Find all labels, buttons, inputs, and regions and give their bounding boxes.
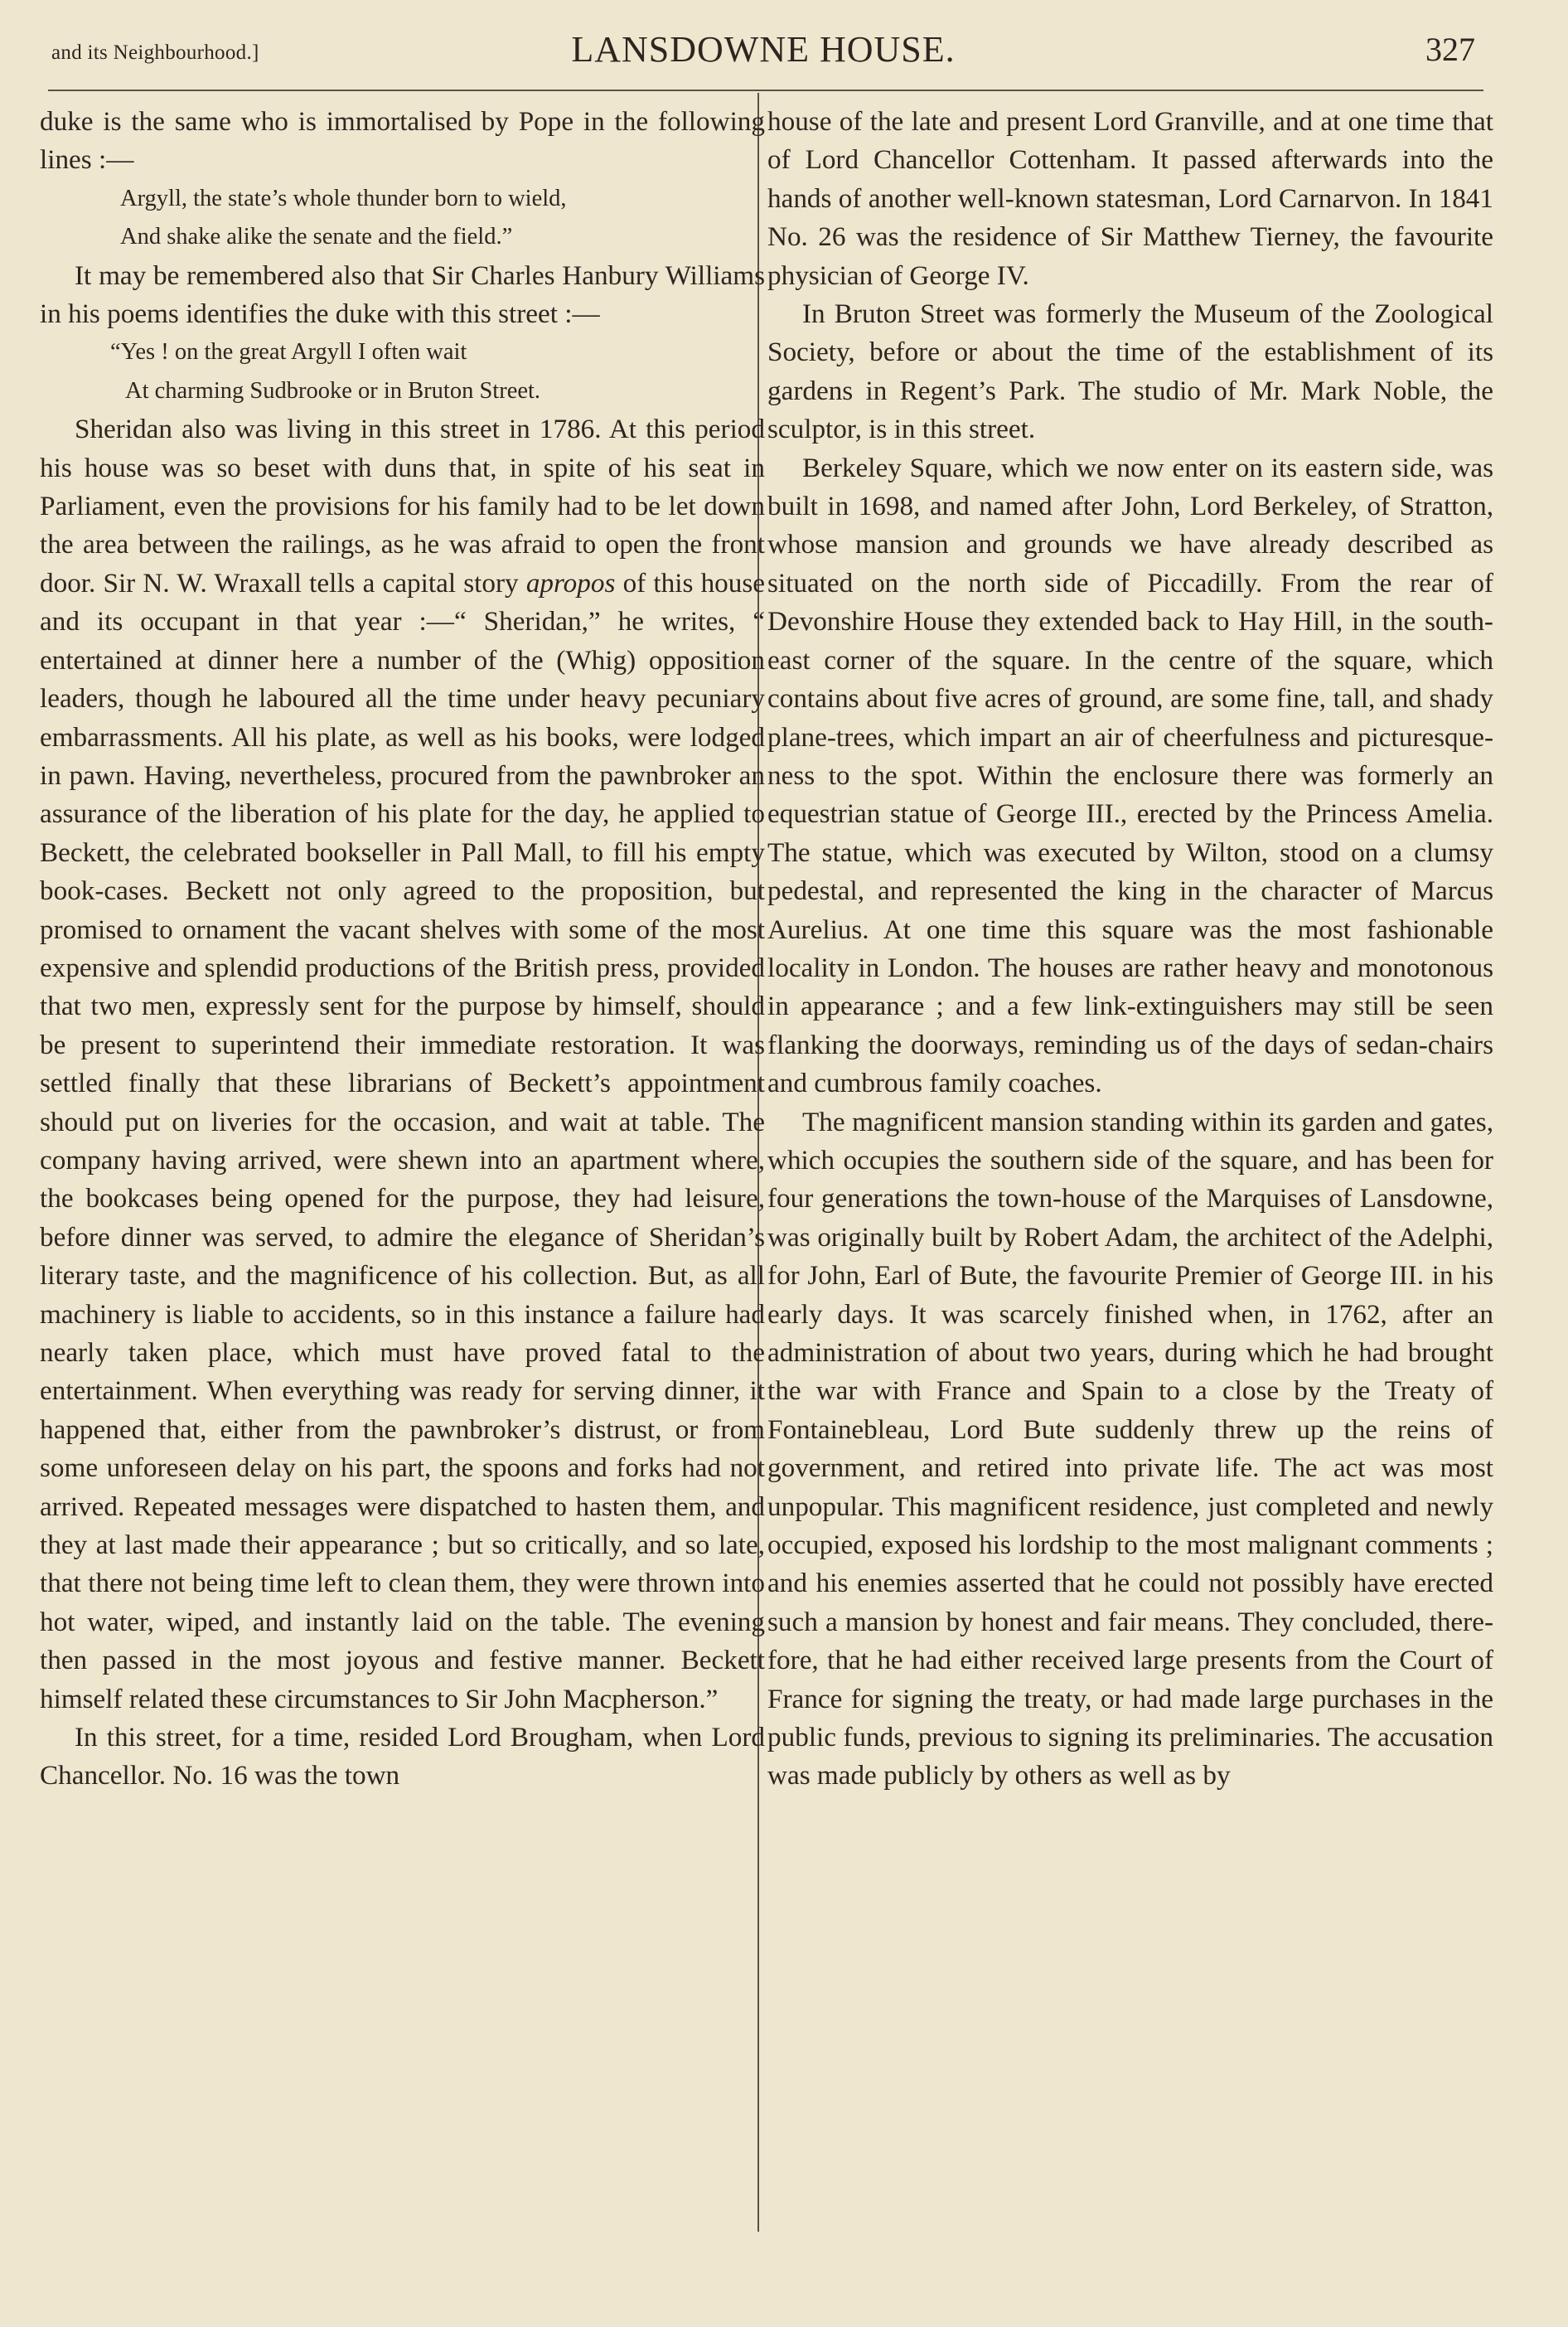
left-column <box>40 103 765 2242</box>
page-number: 327 <box>1425 31 1475 68</box>
verse-line: And shake alike the senate and the field.” <box>120 224 513 250</box>
paragraph: In this street, for a time, resided Lord Brougham, when Lord Chancellor. No. 16 was the town <box>40 1722 765 1791</box>
paragraph: duke is the same who is immortalised by Pope in the following lines :— <box>40 106 765 176</box>
running-head-title: LANSDOWNE HOUSE. <box>571 29 956 70</box>
paragraph-text: Sheridan also was living in this street in 1786. At this period his house was so beset with duns that, in spite of his seat in Parliament, even the provisions for his family had to be let down the area between the railings, as he was afraid to open the front door. Sir N. W. Wraxall tells a capital story <box>40 414 765 599</box>
verse-quotation-pope <box>40 180 765 257</box>
paragraph: house of the late and present Lord Granville, and at one time that of Lord Chancellor Cottenham. It passed afterwards into the hands of another well-known statesman, Lord Carnarvon. In 1841 No. 26 was the residence of Sir Matthew Tierney, the favourite physician of George IV. <box>767 106 1493 291</box>
paragraph: It may be remembered also that Sir Charles Hanbury Williams in his poems identifies the duke with this street :— <box>40 259 765 330</box>
verse-line: Argyll, the state’s whole thunder born to wield, <box>120 185 567 211</box>
running-head-left: and its Neighbourhood.] <box>51 41 259 64</box>
header-rule <box>48 90 1483 91</box>
paragraph: The magnificent mansion standing within its garden and gates, which occupies the southern side of the square, and has been for four generations the town-house of the Marquises of Lansdowne, was originally built by Robert Adam, the architect of the Adelphi, for John, Earl of Bute, the favourite Premier of George III. in his early days. It was scarcely finished when, in 1762, after an administration of about two years, during which he had brought the war with France and Spain to a close by the Treaty of Fontainebleau, Lord Bute suddenly threw up the reins of government, and retired into private life. The act was most unpopular. This magnificent residence, just completed and newly occupied, exposed his lordship to the most malignant comments ; and his enemies asserted that he could not possibly have erected such a mansion by honest and fair means. They concluded, therefore, that he had either received large presents from the Court of France for signing the treaty, or had made large purchases in the public funds, previous to signing its preliminaries. The accusation was made publicly by others as well as by <box>767 1106 1493 1791</box>
verse-line: At charming Sudbrooke or in Bruton Street. <box>125 377 541 404</box>
paragraph-sheridan <box>40 410 765 1719</box>
italic-word: apropos <box>525 567 616 599</box>
paragraph: In Bruton Street was formerly the Museum of the Zoological Society, before or about the time of the establishment of its gardens in Regent’s Park. The studio of Mr. Mark Noble, the sculptor, is in this street. <box>767 298 1493 445</box>
running-head <box>51 23 1475 81</box>
verse-line: “Yes ! on the great Argyll I often wait <box>110 339 467 366</box>
verse-quotation-williams <box>40 333 765 410</box>
paragraph-text: of this house and its occupant in that year :—“ Sheridan,” he writes, “ entertained at dinner here a number of the (Whig) opposition leaders, though he laboured all the time under heavy pecuniary embarrassments. All his plate, as well as his books, were lodged in pawn. Having, nevertheless, procured from the pawnbroker an assurance of the liberation of his plate for the day, he applied to Beckett, the celebrated bookseller in Pall Mall, to fill his empty book-cases. Beckett not only agreed to the proposition, but promised to ornament the vacant shelves with some of the most expensive and splendid productions of the British press, provided that two men, expressly sent for the purpose by himself, should be present to superintend their immediate restoration. It was settled finally that these librarians of Beckett’s appointment should put on liveries for the occasion, and wait at table. The company having arrived, were shewn into an apartment where, the bookcases being opened for the purpose, they had leisure, before dinner was served, to admire the elegance of Sheridan’s literary taste, and the magnificence of his collection. But, as all machinery is liable to accidents, so in this instance a failure had nearly taken place, which must have proved fatal to the entertainment. When everything was ready for serving dinner, it happened that, either from the pawnbroker’s distrust, or from some unforeseen delay on his part, the spoons and forks had not arrived. Repeated messages were dispatched to hasten them, and they at last made their appearance ; but so critically, and so late, that there not being time left to clean them, they were thrown into hot water, wiped, and instantly laid on the table. The evening then passed in the most joyous and festive manner. Beckett himself related these circumstances to Sir John Macpherson.” <box>40 567 765 1714</box>
paragraph: Berkeley Square, which we now enter on its eastern side, was built in 1698, and named after John, Lord Berkeley, of Stratton, whose mansion and grounds we have already described as situated on the north side of Piccadilly. From the rear of Devonshire House they extended back to Hay Hill, in the south-east corner of the square. In the centre of the square, which contains about five acres of ground, are some fine, tall, and shady plane-trees, which impart an air of cheerfulness and picturesqueness to the spot. Within the enclosure there was formerly an equestrian statue of George III., erected by the Princess Amelia. The statue, which was executed by Wilton, stood on a clumsy pedestal, and represented the king in the character of Marcus Aurelius. At one time this square was the most fashionable locality in London. The houses are rather heavy and monotonous in appearance ; and a few link-extinguishers may still be seen flanking the doorways, reminding us of the days of sedan-chairs and cumbrous family coaches. <box>767 452 1493 1099</box>
right-column <box>767 103 1493 2242</box>
